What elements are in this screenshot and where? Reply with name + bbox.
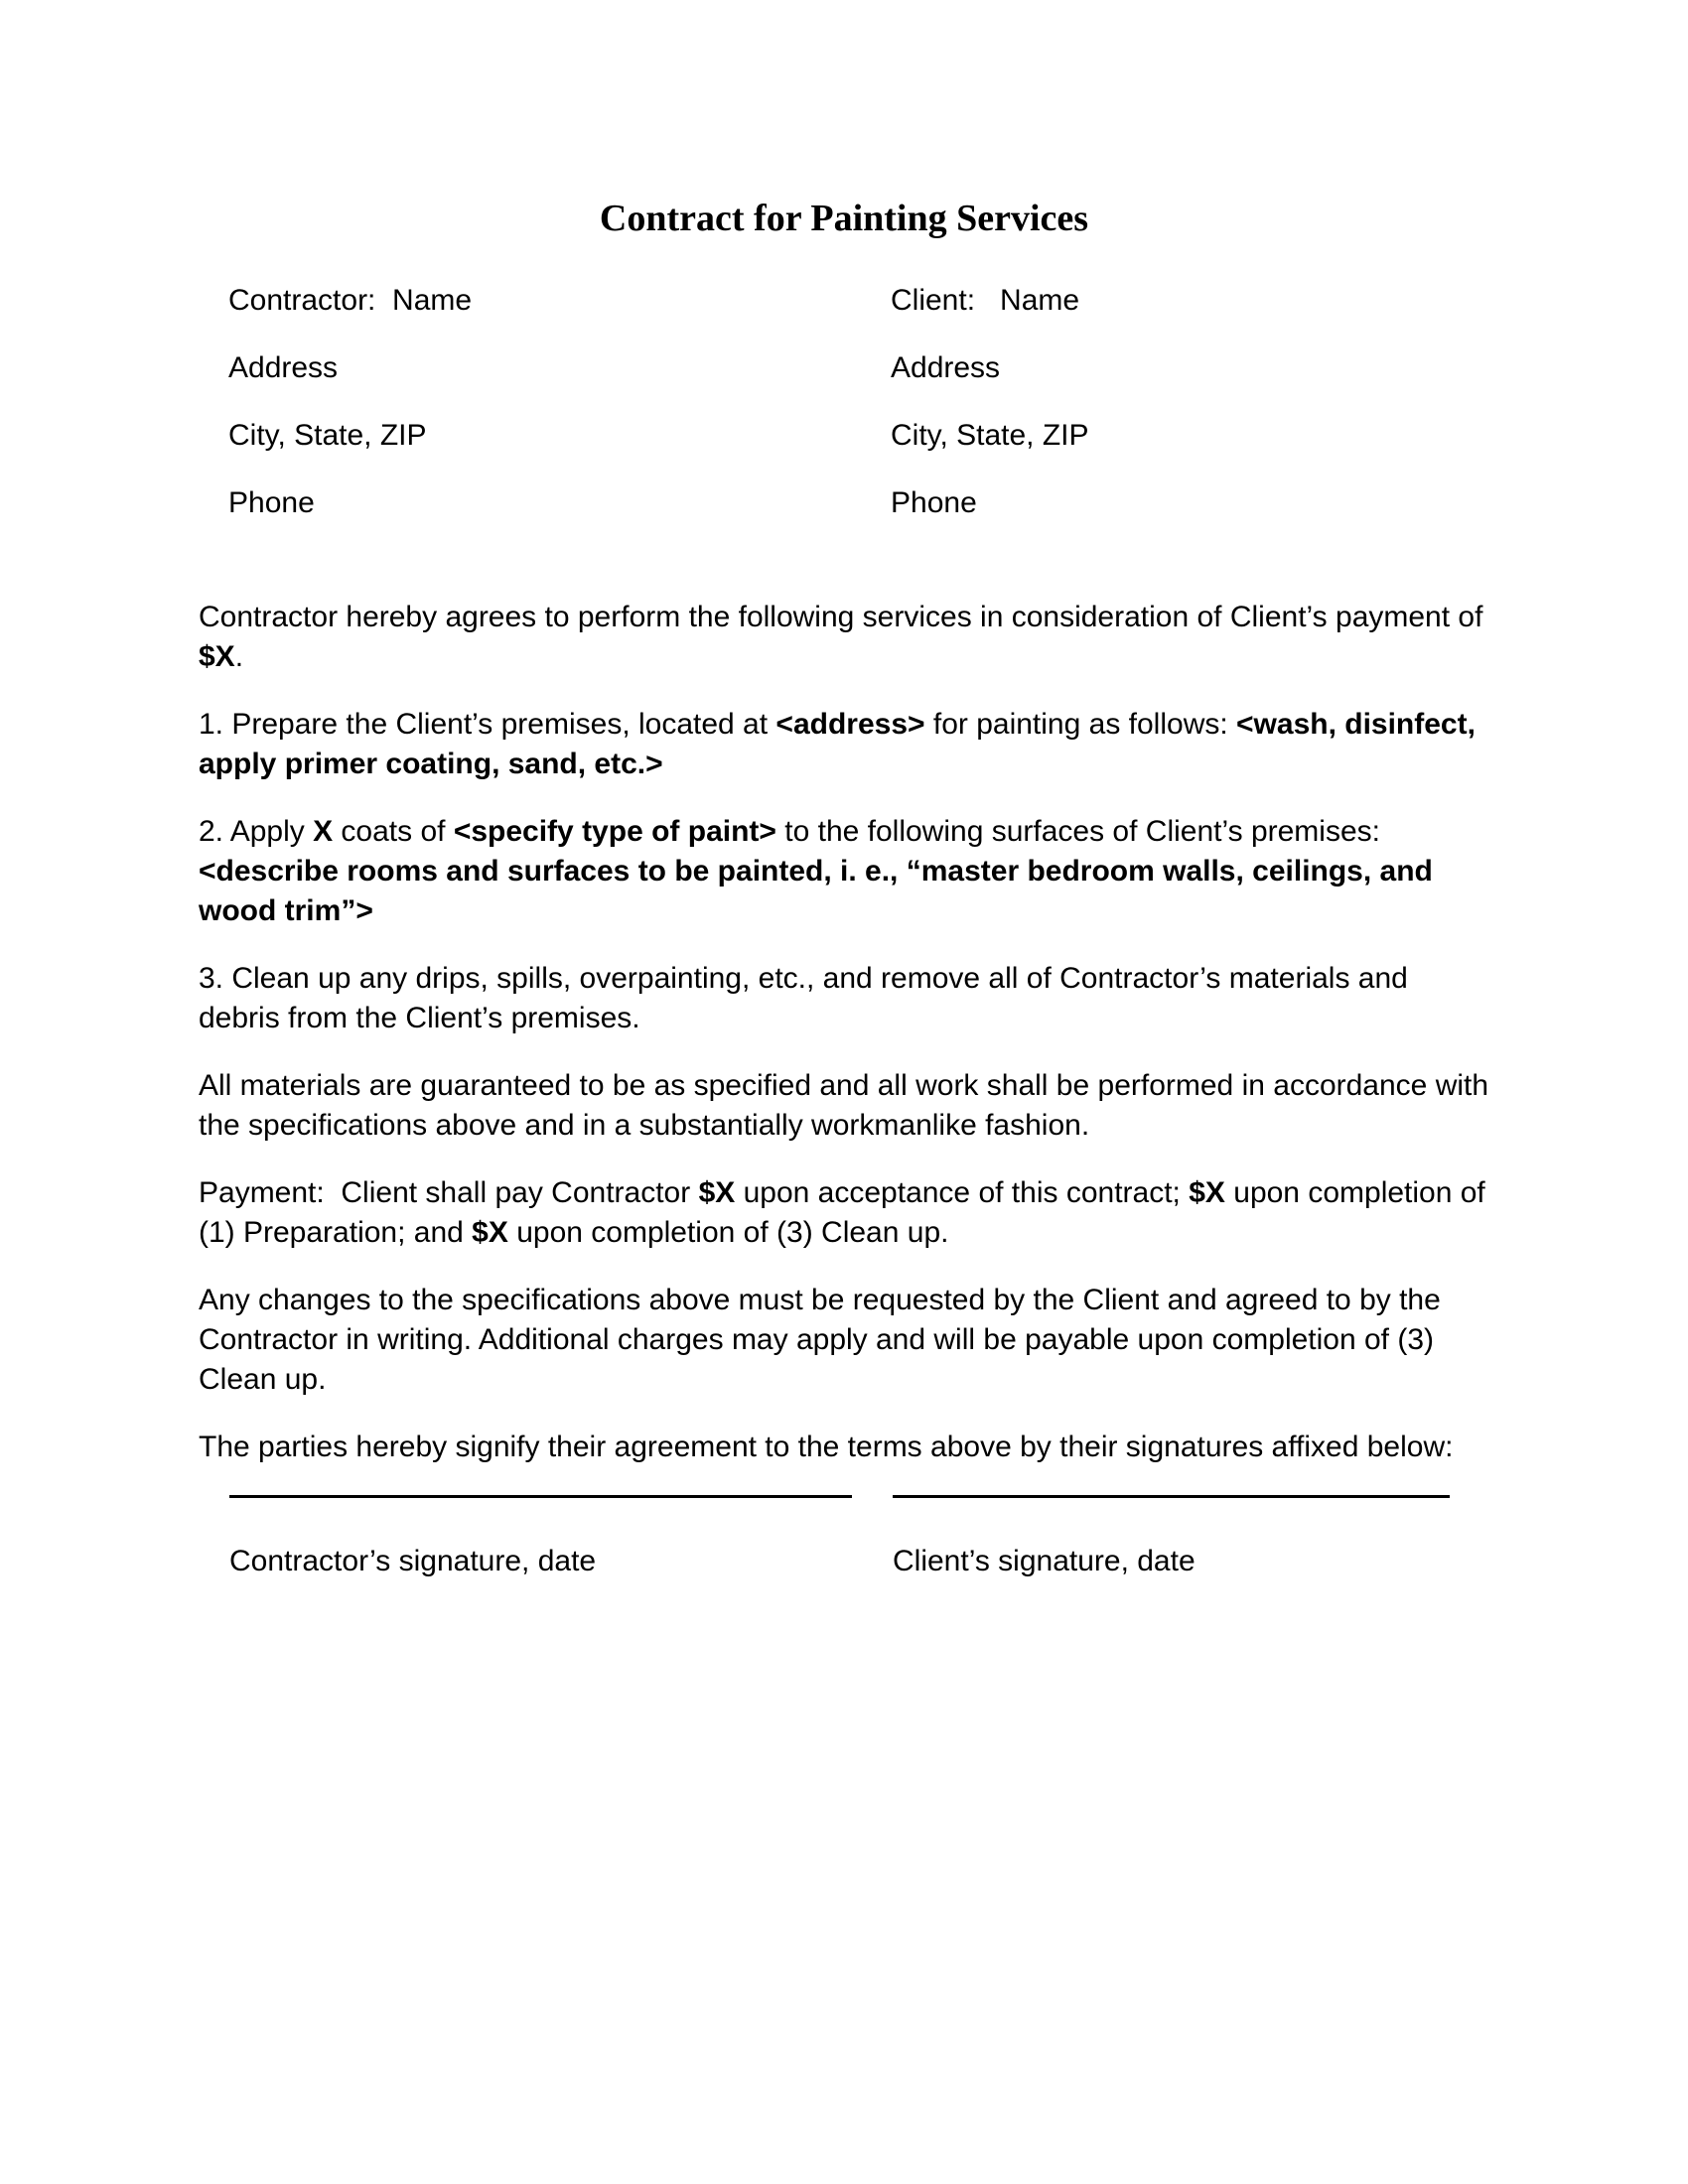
paragraph-payment: Payment: Client shall pay Contractor $X upon acceptance of this contract; $X upon completion of (1) Preparation; and $X upon completion of (3) Clean up. xyxy=(199,1176,1494,1249)
paragraph-item-3-cleanup: 3. Clean up any drips, spills, overpainting, etc., and remove all of Contractor’s materials and debris from the Client’s premises. xyxy=(199,962,1417,1034)
client-name-line: Client: Name xyxy=(891,284,1080,317)
party-row xyxy=(228,348,1489,388)
client-signature-area xyxy=(893,1495,1450,1581)
contractor-signature-area xyxy=(229,1495,852,1581)
party-row xyxy=(228,483,1489,523)
paragraph-intro: Contractor hereby agrees to perform the following services in consideration of Client’s payment of $X. xyxy=(199,601,1491,673)
contractor-phone-line: Phone xyxy=(228,486,315,519)
body-paragraphs xyxy=(199,598,1497,1467)
party-row xyxy=(228,281,1489,321)
signature-block xyxy=(229,1495,1489,1581)
contractor-name-line: Contractor: Name xyxy=(228,284,473,317)
client-signature-line xyxy=(893,1495,1450,1498)
client-signature-label: Client’s signature, date xyxy=(893,1545,1196,1577)
party-info-block xyxy=(228,281,1489,523)
document-title: Contract for Painting Services xyxy=(599,198,1089,239)
paragraph-guarantee: All materials are guaranteed to be as specified and all work shall be performed in accordance with the specifications above and in a substantially workmanlike fashion. xyxy=(199,1069,1497,1142)
paragraph-item-2-apply: 2. Apply X coats of <specify type of paint> to the following surfaces of Client’s premises: <describe rooms and surfaces to be painted, i. e., “master bedroom walls, ceilings, and wood trim”> xyxy=(199,815,1442,927)
paragraph-changes: Any changes to the specifications above must be requested by the Client and agreed to by the Contractor in writing. Additional charges may apply and will be payable upon completion of (3) Clean up. xyxy=(199,1284,1450,1396)
party-row xyxy=(228,416,1489,456)
client-city-line: City, State, ZIP xyxy=(891,419,1089,452)
contractor-signature-label: Contractor’s signature, date xyxy=(229,1545,597,1577)
contractor-signature-line xyxy=(229,1495,852,1498)
signature-gap xyxy=(852,1495,893,1581)
paragraph-item-1-prepare: 1. Prepare the Client’s premises, located at <address> for painting as follows: <wash, disinfect, apply primer coating, sand, etc.> xyxy=(199,708,1484,780)
contractor-address-line: Address xyxy=(228,351,339,384)
client-phone-line: Phone xyxy=(891,486,977,519)
contractor-city-line: City, State, ZIP xyxy=(228,419,427,452)
paragraph-agreement: The parties hereby signify their agreement to the terms above by their signatures affixed below: xyxy=(199,1431,1454,1463)
client-address-line: Address xyxy=(891,351,1001,384)
